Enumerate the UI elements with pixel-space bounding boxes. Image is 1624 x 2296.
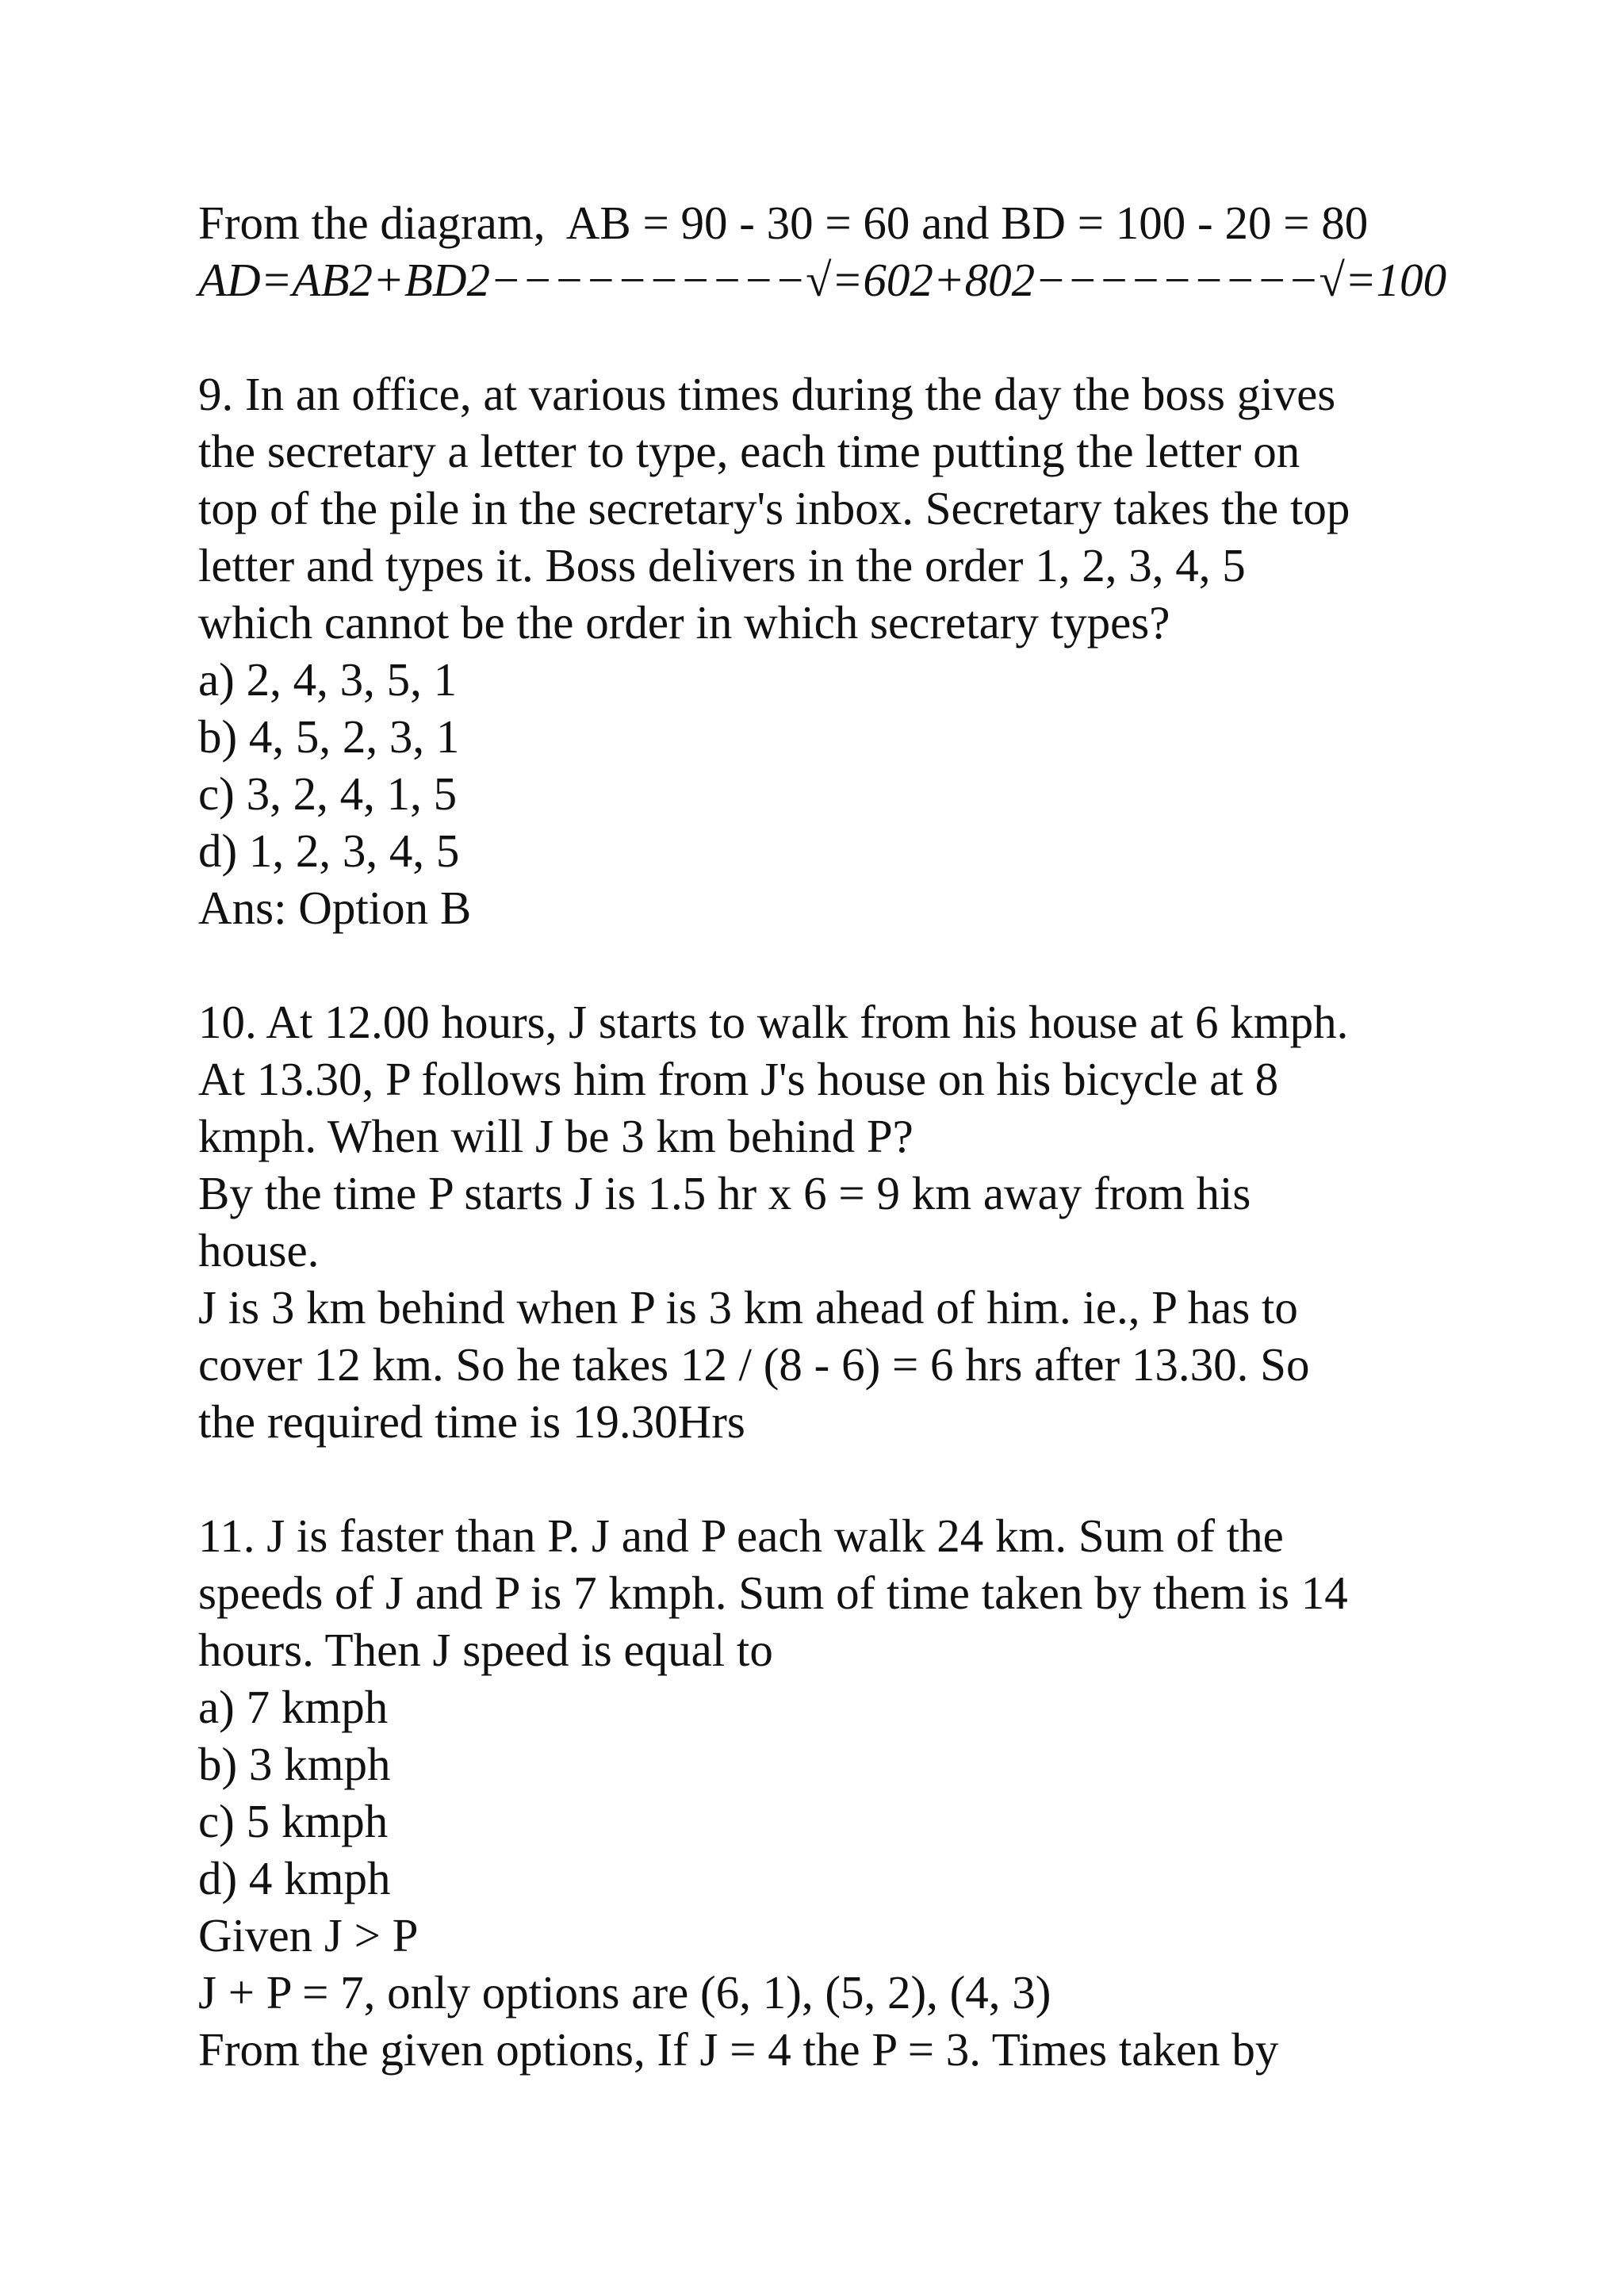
q9-text-line: which cannot be the order in which secretary types? [198, 596, 1170, 649]
q11-text-line: speeds of J and P is 7 kmph. Sum of time taken by them is 14 [198, 1567, 1348, 1619]
q11-text-line: hours. Then J speed is equal to [198, 1624, 773, 1676]
q11-text-line: 11. J is faster than P. J and P each walk 24 km. Sum of the [198, 1510, 1284, 1562]
q10-text-line: J is 3 km behind when P is 3 km ahead of him. ie., P has to [198, 1281, 1298, 1334]
q11-option: a) 7 kmph [198, 1681, 389, 1733]
q9-text-line: top of the pile in the secretary's inbox. Secretary takes the top [198, 482, 1350, 534]
q9-option: b) 4, 5, 2, 3, 1 [198, 710, 460, 763]
q11-solution-line: J + P = 7, only options are (6, 1), (5, 2), (4, 3) [198, 1966, 1051, 2019]
q9-text-line: 9. In an office, at various times during the day the boss gives [198, 368, 1336, 420]
q10-text-line: house. [198, 1224, 320, 1276]
q10-text-line: 10. At 12.00 hours, J starts to walk from his house at 6 kmph. [198, 996, 1349, 1048]
paragraph-gap [198, 936, 1467, 993]
q9-option: a) 2, 4, 3, 5, 1 [198, 653, 458, 706]
q9-answer: Ans: Option B [198, 882, 472, 934]
q11-option: b) 3 kmph [198, 1738, 391, 1790]
q11-option: d) 4 kmph [198, 1852, 391, 1904]
distance-formula: AD=AB2+BD2−−−−−−−−−−√=602+802−−−−−−−−−√=100 [198, 254, 1447, 306]
q10-text-line: At 13.30, P follows him from J's house on his bicycle at 8 [198, 1053, 1279, 1105]
q10-text-line: the required time is 19.30Hrs [198, 1395, 745, 1448]
paragraph-gap [198, 308, 1467, 365]
q9-option: c) 3, 2, 4, 1, 5 [198, 767, 458, 820]
q11-solution-line: Given J > P [198, 1909, 419, 1961]
q11-solution-line: From the given options, If J = 4 the P = 3. Times taken by [198, 2023, 1279, 2076]
q9-option: d) 1, 2, 3, 4, 5 [198, 825, 460, 877]
q10-text-line: cover 12 km. So he takes 12 / (8 - 6) = 6 hrs after 13.30. So [198, 1338, 1310, 1391]
q10-text-line: kmph. When will J be 3 km behind P? [198, 1110, 914, 1162]
document-body [198, 194, 1467, 2078]
q11-option: c) 5 kmph [198, 1795, 389, 1847]
q10-text-line: By the time P starts J is 1.5 hr x 6 = 9 km away from his [198, 1167, 1251, 1219]
q9-text-line: the secretary a letter to type, each time putting the letter on [198, 425, 1300, 477]
intro-line: From the diagram, AB = 90 - 30 = 60 and BD = 100 - 20 = 80 [198, 197, 1369, 249]
paragraph-gap [198, 1450, 1467, 1507]
q9-text-line: letter and types it. Boss delivers in the order 1, 2, 3, 4, 5 [198, 539, 1246, 591]
